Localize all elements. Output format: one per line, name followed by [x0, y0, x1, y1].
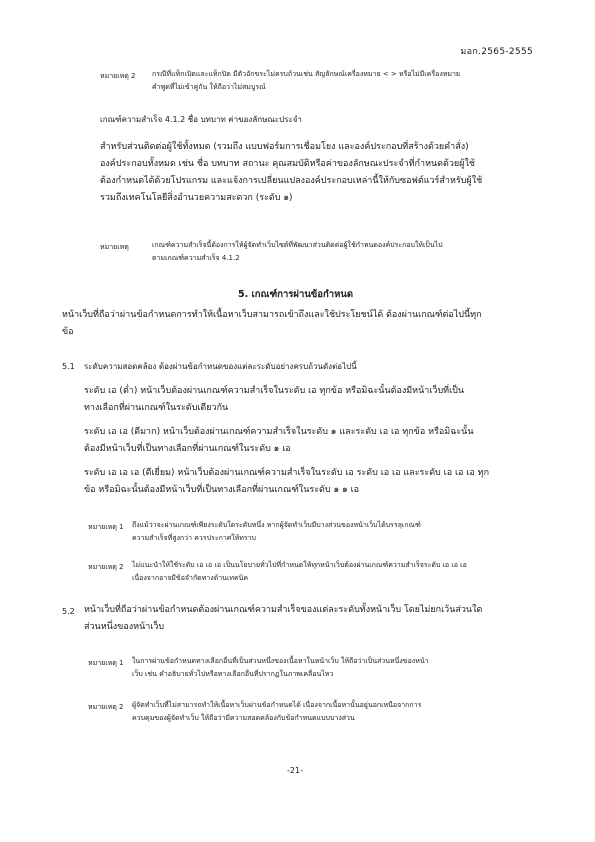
- level-aaa-line: ระดับ เอ เอ เอ (ดีเยี่ยม) หน้าเว็บต้องผ่านเกณฑ์ความสำเร็จในระดับ เอ ระดับ เอ เอ และระดับ เอ เอ เอ ทุก: [84, 468, 490, 478]
- note-text: [132, 655, 552, 681]
- note-label: หมายเหตุ 2: [100, 72, 136, 80]
- note-line: ถึงแม้ว่าจะผ่านเกณฑ์เพียงระดับใดระดับหนึ่ง หากผู้จัดทำเว็บมีบางส่วนของหน้าเว็บได้บรรลุเกณฑ์: [132, 521, 421, 529]
- note-text: [152, 68, 548, 94]
- note-text: [132, 519, 552, 545]
- clause-title: ระดับความสอดคล้อง ต้องผ่านข้อกำหนดของแต่ละระดับอย่างครบถ้วนดังต่อไปนี้: [84, 362, 357, 371]
- note-line: ไม่แนะนำให้ใช้ระดับ เอ เอ เอ เป็นนโยบายทั่วไปที่กำหนดให้ทุกหน้าเว็บต้องผ่านเกณฑ์ความสำเร็จระดับ เอ เอ เอ: [132, 561, 467, 569]
- section-intro: [62, 307, 552, 341]
- level-a-line: ทางเลือกที่ผ่านเกณฑ์ในระดับเดียวกัน: [84, 403, 229, 413]
- note-line: ผู้จัดทำเว็บที่ไม่สามารถทำให้เนื้อหาเว็บผ่านข้อกำหนดได้ เนื่องจากเนื้อหานั้นอยู่นอกเหนือจากการ: [132, 701, 422, 709]
- intro-line: ข้อ: [62, 327, 74, 337]
- note-line: เนื่องจากอาจมีข้อจำกัดทางด้านเทคนิค: [132, 574, 249, 582]
- page-number: -21-: [287, 766, 303, 775]
- standard-number: มอก.2565-2555: [460, 47, 533, 57]
- criterion-body: [100, 139, 550, 207]
- note-label: หมายเหตุ 1: [88, 659, 124, 667]
- note-line: ตามเกณฑ์ความสำเร็จ 4.1.2: [152, 254, 240, 262]
- level-a-line: ระดับ เอ (ต่ำ) หน้าเว็บต้องผ่านเกณฑ์ความสำเร็จในระดับ เอ ทุกข้อ หรือมิฉะนั้นต้องมีหน้าเว็บที่เป็น: [84, 386, 465, 396]
- criterion-line: รวมถึงเทคโนโลยีสิ่งอำนวยความสะดวก (ระดับ ๑): [100, 193, 293, 203]
- intro-line: หน้าเว็บที่ถือว่าผ่านข้อกำหนดการทำให้เนื้อหาเว็บสามารถเข้าถึงและใช้ประโยชน์ได้ ต้องผ่านเกณฑ์ต่อไปนี้ทุก: [62, 310, 482, 320]
- clause-title-line: หน้าเว็บที่ถือว่าผ่านข้อกำหนดต้องผ่านเกณฑ์ความสำเร็จของแต่ละระดับทั้งหน้าเว็บ โดยไม่ยกเว้นส่วนใด: [84, 605, 483, 615]
- clause-number: 5.1: [62, 362, 75, 371]
- note-line: กรณีที่แท็กเปิดและแท็กปิด มีตัวอักขระไม่ครบถ้วนเช่น สัญลักษณ์เครื่องหมาย < > หรือไม่มีเครื่องหมาย: [152, 70, 460, 78]
- criterion-line: สำหรับส่วนติดต่อผู้ใช้ทั้งหมด (รวมถึง แบบฟอร์มการเชื่อมโยง และองค์ประกอบที่สร้างด้วยคำสั่ง): [100, 142, 469, 152]
- section-heading: 5. เกณฑ์การผ่านข้อกำหนด: [238, 289, 354, 300]
- clause-title: [84, 602, 552, 636]
- note-label: หมายเหตุ 2: [88, 563, 124, 571]
- criterion-line: องค์ประกอบทั้งหมด เช่น ชื่อ บทบาท สถานะ คุณสมบัติหรือค่าของลักษณะประจำที่กำหนดด้วยผู้ใช้: [100, 159, 475, 169]
- level-aa: [84, 424, 552, 458]
- level-a: [84, 383, 552, 417]
- criterion-note-label: หมายเหตุ: [100, 243, 129, 251]
- criterion-note-text: [152, 239, 548, 265]
- level-aaa: [84, 465, 552, 499]
- note-label: หมายเหตุ 1: [88, 523, 124, 531]
- note-line: ในการผ่านข้อกำหนดทางเลือกอื่นที่เป็นส่วนหนึ่งของเนื้อหาในหน้าเว็บ ให้ถือว่าเป็นส่วนหนึ่งของหน้า: [132, 657, 429, 665]
- note-line: เว็บ เช่น คำอธิบายทั่วไปหรือทางเลือกอื่นที่ปรากฏในภาพเคลื่อนไหว: [132, 670, 334, 678]
- clause-number: 5.2: [62, 607, 75, 616]
- note-line: ความสำเร็จที่สูงกว่า ควรประกาศให้ทราบ: [132, 534, 256, 542]
- note-line: ควบคุมของผู้จัดทำเว็บ ให้ถือว่ามีความสอดคล้องกับข้อกำหนดแบบบางส่วน: [132, 714, 355, 722]
- note-text: [132, 559, 552, 585]
- criterion-line: ต้องกำหนดได้ด้วยโปรแกรม และแจ้งการเปลี่ยนแปลงองค์ประกอบเหล่านี้ให้กับซอฟต์แวร์สำหรับผู้ใช้: [100, 176, 483, 186]
- clause-title-line: ส่วนหนึ่งของหน้าเว็บ: [84, 622, 165, 632]
- note-line: คำพูดที่ไม่เข้าคู่กัน ให้ถือว่าไม่สมบูรณ์: [152, 83, 266, 91]
- criterion-title: เกณฑ์ความสำเร็จ 4.1.2 ชื่อ บทบาท ค่าของลักษณะประจำ: [100, 115, 302, 124]
- note-text: [132, 699, 552, 725]
- level-aaa-line: ข้อ หรือมิฉะนั้นต้องมีหน้าเว็บที่เป็นทางเลือกที่ผ่านเกณฑ์ในระดับ ๑ ๑ เอ: [84, 485, 360, 495]
- note-line: เกณฑ์ความสำเร็จนี้ต้องการให้ผู้จัดทำเว็บไซต์ที่พัฒนาส่วนติดต่อผู้ใช้กำหนดองค์ประกอบให้เป็นไป: [152, 241, 443, 249]
- note-label: หมายเหตุ 2: [88, 703, 124, 711]
- level-aa-line: ต้องมีหน้าเว็บที่เป็นทางเลือกที่ผ่านเกณฑ์ในระดับ ๑ เอ: [84, 444, 291, 454]
- level-aa-line: ระดับ เอ เอ (ดีมาก) หน้าเว็บต้องผ่านเกณฑ์ความสำเร็จในระดับ ๑ และระดับ เอ เอ ทุกข้อ หรือมิฉะนั้น: [84, 427, 474, 437]
